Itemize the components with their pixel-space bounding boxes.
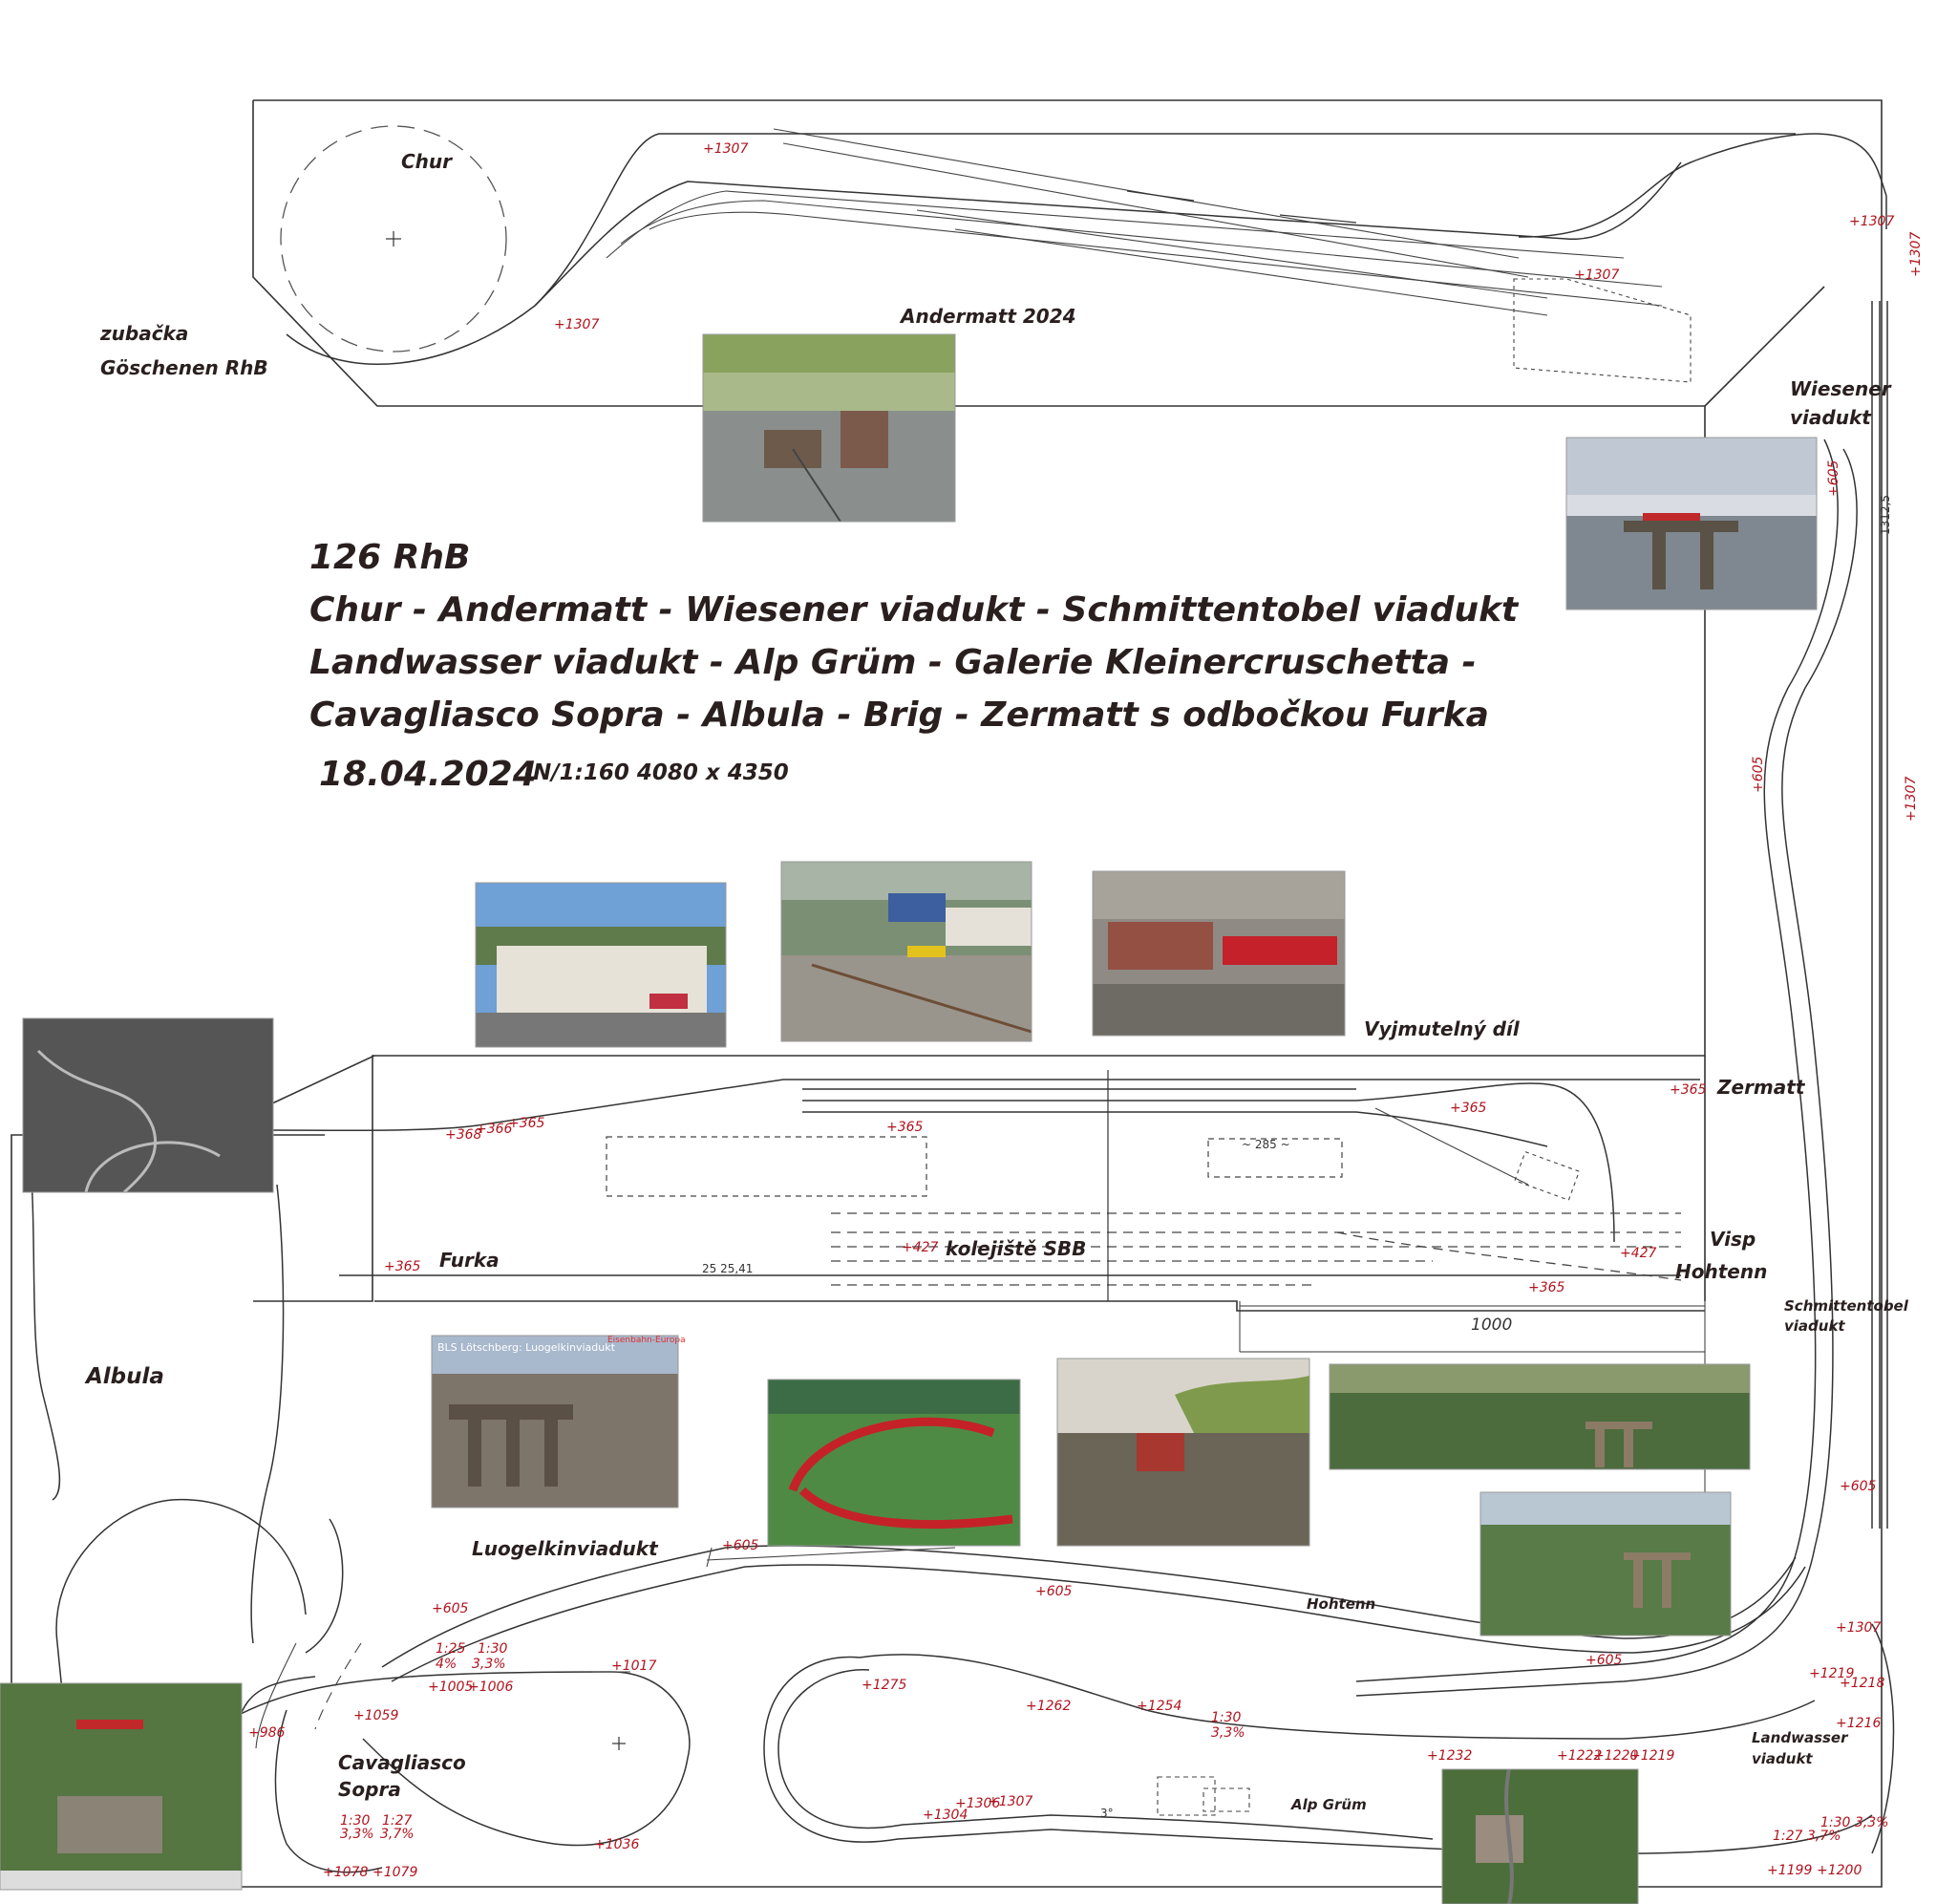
photo-albula-aerial xyxy=(23,1018,273,1192)
height-mark: +427 xyxy=(1620,1246,1657,1261)
height-mark: +1222 xyxy=(1557,1748,1603,1764)
gradient-mark: 1:25 xyxy=(436,1641,466,1657)
label-landwasser-2: viadukt xyxy=(1752,1750,1813,1767)
label-kolejiste: kolejiště SBB xyxy=(946,1237,1087,1260)
label-furka: Furka xyxy=(439,1249,500,1272)
height-mark: +1232 xyxy=(1427,1748,1473,1764)
height-mark: +1216 xyxy=(1836,1716,1882,1731)
gradient-mark: 1:30 xyxy=(478,1641,508,1657)
label-cavagliasco-1: Cavagliasco xyxy=(338,1751,466,1774)
height-mark: +1307 xyxy=(703,141,749,157)
chur-turntable xyxy=(281,126,506,352)
title-date: 18.04.2024 xyxy=(319,755,537,794)
photo-cavagliasco xyxy=(0,1683,242,1890)
title-line-4: Cavagliasco Sopra - Albula - Brig - Zermatt s odbočkou Furka xyxy=(309,695,1489,735)
label-alp-grum: Alp Grüm xyxy=(1291,1796,1367,1813)
height-mark: +1262 xyxy=(1026,1699,1072,1714)
label-luogelkinviadukt: Luogelkinviadukt xyxy=(472,1537,658,1560)
height-mark: +1307 xyxy=(554,317,600,332)
height-mark: +365 xyxy=(1670,1082,1707,1098)
height-mark: +605 xyxy=(1751,756,1766,793)
photo-alp-grum-aerial xyxy=(1442,1769,1638,1904)
height-mark: +427 xyxy=(902,1240,939,1255)
height-mark: +1307 xyxy=(1574,267,1620,283)
height-mark: +366 xyxy=(476,1122,513,1137)
height-mark: +605 xyxy=(1840,1479,1877,1494)
height-mark: +1304 xyxy=(923,1808,968,1823)
dimension-1000: 1000 xyxy=(1471,1316,1513,1335)
gradient-mark: 1:30 3,3% xyxy=(1820,1815,1889,1830)
height-mark: +1218 xyxy=(1840,1676,1885,1691)
height-mark: +1219 xyxy=(1629,1748,1675,1764)
photo-visp-platform xyxy=(781,862,1032,1041)
gradient-mark: 1:27 3,7% xyxy=(1773,1829,1841,1844)
height-mark: +1079 xyxy=(372,1865,418,1880)
photo-landwasser-gorge xyxy=(1480,1492,1731,1636)
height-mark: +1219 xyxy=(1809,1666,1855,1681)
height-mark: +1306 xyxy=(955,1796,1001,1811)
dimension-1312: 1312,5 xyxy=(1879,495,1892,535)
gradient-mark: 4% xyxy=(436,1657,458,1672)
height-mark: +1254 xyxy=(1137,1699,1182,1714)
height-mark: +1006 xyxy=(468,1679,514,1695)
height-mark: +365 xyxy=(886,1120,924,1135)
height-mark: +605 xyxy=(1035,1584,1073,1599)
photo-wiesener-viadukt xyxy=(1566,438,1817,610)
height-mark: +1220 xyxy=(1593,1748,1639,1764)
dimension-2525: 25 25,41 xyxy=(702,1262,754,1275)
label-vyjmutelny: Vyjmutelný díl xyxy=(1364,1017,1520,1040)
height-mark: +1307 xyxy=(1849,214,1895,229)
title-block xyxy=(309,538,1520,794)
label-zubacka-1: zubačka xyxy=(100,322,189,345)
gradient-mark: 3,3% xyxy=(340,1827,374,1842)
andermatt-station-tracks xyxy=(287,129,1886,382)
label-wiesener-1: Wiesener xyxy=(1790,377,1891,400)
height-mark: +365 xyxy=(1528,1280,1565,1295)
label-schmittentobel-1: Schmittentobel xyxy=(1784,1297,1908,1315)
gradient-mark: 3,3% xyxy=(472,1657,506,1672)
height-mark: +1059 xyxy=(353,1708,399,1723)
height-mark: +1307 xyxy=(1836,1620,1882,1636)
label-andermatt: Andermatt 2024 xyxy=(901,305,1076,328)
photo-luogelkin-caption: BLS Lötschberg: Luogelkinviadukt xyxy=(437,1341,615,1354)
label-hohtenn-right: Hohtenn xyxy=(1675,1260,1768,1283)
height-mark: +605 xyxy=(1586,1653,1623,1668)
label-hohtenn-mid: Hohtenn xyxy=(1307,1595,1376,1613)
height-mark: +605 xyxy=(722,1538,759,1553)
dimension-285: ~ 285 ~ xyxy=(1242,1138,1290,1151)
title-spec: N/1:160 4080 x 4350 xyxy=(533,760,789,785)
height-mark: +1017 xyxy=(611,1658,657,1674)
photo-luogelkin-brand: Eisenbahn-Europa xyxy=(607,1336,686,1345)
photo-landwasser-wide xyxy=(1330,1364,1750,1469)
gradient-mark: 3,7% xyxy=(380,1827,415,1842)
height-mark: +365 xyxy=(384,1259,421,1274)
photo-brig-station xyxy=(476,883,726,1047)
height-mark: +986 xyxy=(248,1725,286,1741)
height-mark: +368 xyxy=(445,1127,482,1143)
label-chur: Chur xyxy=(401,150,453,173)
photo-depot xyxy=(1093,871,1345,1036)
height-mark: +1307 xyxy=(1908,231,1924,277)
gradient-mark: 1:27 xyxy=(382,1813,413,1829)
height-mark: +1307 xyxy=(988,1794,1033,1809)
photo-alp-grum-model xyxy=(1057,1358,1309,1546)
title-line-3: Landwasser viadukt - Alp Grüm - Galerie Kleinercruschetta - xyxy=(309,643,1477,682)
albula-loops xyxy=(29,1135,361,1748)
height-mark: +1078 xyxy=(323,1865,369,1880)
label-zubacka-2: Göschenen RhB xyxy=(100,356,268,379)
height-mark: +1275 xyxy=(862,1678,907,1693)
height-mark: +605 xyxy=(432,1601,469,1616)
title-line-1: 126 RhB xyxy=(309,538,471,577)
height-mark: +365 xyxy=(1450,1101,1487,1116)
height-mark: +1036 xyxy=(594,1837,640,1852)
label-zermatt: Zermatt xyxy=(1717,1076,1805,1099)
label-albula: Albula xyxy=(86,1364,164,1389)
height-mark: +365 xyxy=(508,1116,545,1131)
height-mark: +605 xyxy=(1826,460,1841,497)
label-cavagliasco-2: Sopra xyxy=(338,1778,401,1801)
height-mark: +1307 xyxy=(1904,776,1919,822)
label-landwasser-1: Landwasser xyxy=(1752,1729,1848,1746)
gradient-mark: 3,3% xyxy=(1211,1725,1245,1741)
photo-luogelkin xyxy=(432,1336,686,1508)
photo-andermatt xyxy=(703,334,955,522)
photo-bernina-loop xyxy=(768,1380,1020,1546)
label-schmittentobel-2: viadukt xyxy=(1784,1317,1845,1335)
gradient-mark: 1:30 xyxy=(340,1813,371,1829)
title-line-2: Chur - Andermatt - Wiesener viadukt - Schmittentobel viadukt xyxy=(309,590,1519,630)
height-mark: +1005 xyxy=(428,1679,474,1695)
label-visp: Visp xyxy=(1710,1228,1756,1251)
gradient-mark: 1:30 xyxy=(1211,1710,1242,1725)
label-wiesener-2: viadukt xyxy=(1790,406,1871,429)
height-mark: +1200 xyxy=(1817,1863,1862,1878)
height-mark: +1199 xyxy=(1767,1863,1813,1878)
angle-mark: 3° xyxy=(1100,1807,1114,1820)
